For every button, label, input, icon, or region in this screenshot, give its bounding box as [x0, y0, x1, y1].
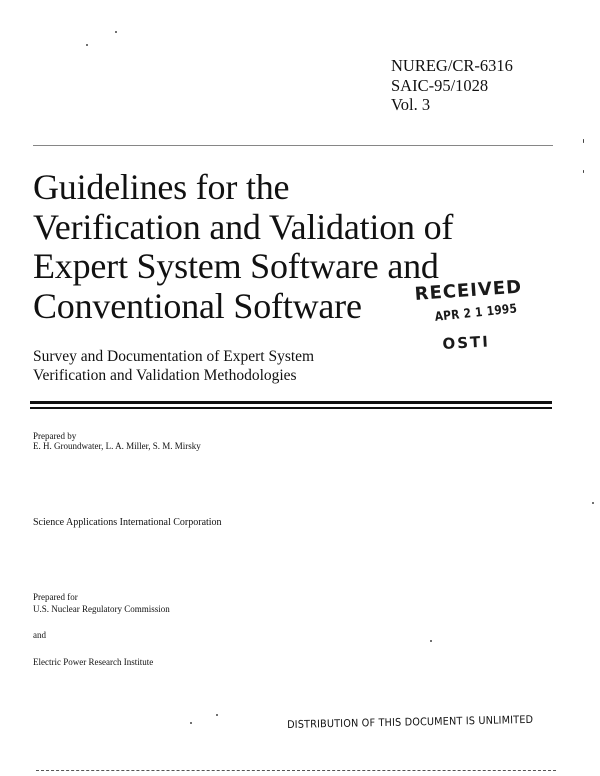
- distribution-statement: DISTRIBUTION OF THIS DOCUMENT IS UNLIMITED: [287, 713, 534, 731]
- subtitle-line-2: Verification and Validation Methodologies: [33, 366, 297, 384]
- sponsor-agency: U.S. Nuclear Regulatory Commission: [33, 604, 170, 614]
- title-line-4: Conventional Software: [33, 285, 362, 326]
- title-line-3: Expert System Software and: [33, 246, 439, 286]
- document-subtitle: [33, 348, 314, 385]
- sponsor-institute: Electric Power Research Institute: [33, 657, 154, 667]
- report-volume: Vol. 3: [391, 95, 431, 114]
- report-number-nureg: NUREG/CR-6316: [391, 56, 513, 75]
- received-stamp-osti: OSTI: [442, 332, 491, 353]
- prepared-by-label: Prepared by: [33, 431, 77, 441]
- scan-speck: [86, 44, 88, 46]
- document-title: [33, 168, 453, 326]
- organization: Science Applications International Corporation: [33, 517, 222, 528]
- bottom-scan-edge: [36, 770, 556, 771]
- prepared-for-label: Prepared for: [33, 592, 78, 602]
- report-numbers: [391, 56, 513, 115]
- title-line-1: Guidelines for the: [33, 167, 290, 207]
- header-rule: [33, 145, 553, 146]
- received-stamp-date: APR 2 1 1995: [434, 300, 518, 324]
- scan-speck: [430, 640, 432, 642]
- received-stamp: RECEIVED: [414, 276, 523, 305]
- title-separator-rule-lower: [30, 407, 552, 409]
- report-number-saic: SAIC-95/1028: [391, 75, 489, 95]
- scan-speck: [583, 139, 584, 143]
- title-line-2: Verification and Validation of: [33, 206, 454, 247]
- scan-speck: [583, 170, 584, 173]
- scan-speck: [592, 502, 594, 504]
- scan-speck: [115, 31, 117, 33]
- authors: E. H. Groundwater, L. A. Miller, S. M. Mirsky: [33, 441, 201, 451]
- subtitle-line-1: Survey and Documentation of Expert System: [33, 348, 315, 365]
- sponsor-conjunction: and: [33, 630, 46, 640]
- scan-speck: [190, 722, 192, 724]
- scan-speck: [216, 714, 218, 716]
- title-separator-rule: [30, 401, 552, 404]
